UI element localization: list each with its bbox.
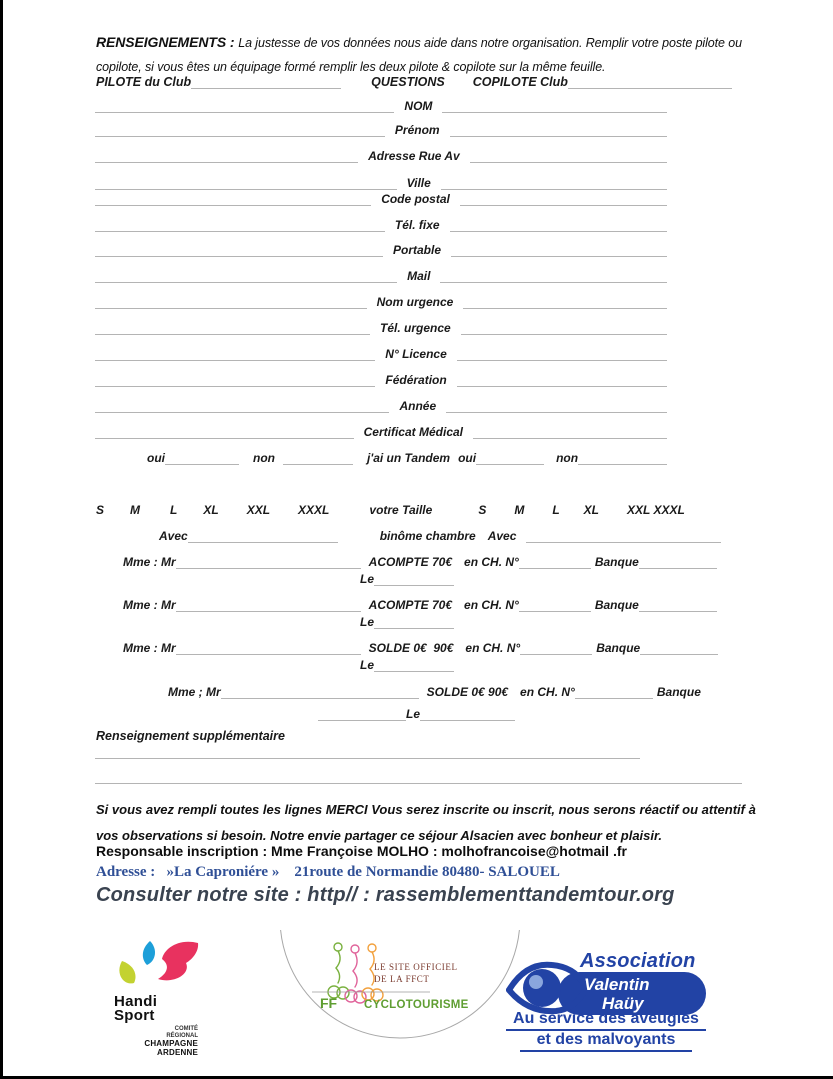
field-row bbox=[95, 373, 667, 387]
avh-tagline1: Au service des aveugles bbox=[506, 1010, 706, 1031]
field-label: Tél. fixe bbox=[394, 218, 440, 232]
field-row bbox=[95, 192, 667, 206]
amount-label: SOLDE 0€ 90€ bbox=[368, 641, 454, 655]
amount-label: ACOMPTE 70€ bbox=[368, 598, 453, 612]
avec-label: Avec bbox=[487, 529, 517, 543]
payment-row bbox=[123, 641, 718, 655]
le-label: Le bbox=[360, 658, 375, 672]
handisport-region-line1: CHAMPAGNE bbox=[144, 1039, 198, 1048]
field-label: Fédération bbox=[385, 373, 447, 387]
ffct-official-line1: LE SITE OFFICIEL bbox=[374, 962, 458, 972]
blank-line bbox=[575, 685, 653, 699]
field-row bbox=[95, 321, 667, 335]
handisport-logo bbox=[112, 940, 212, 1057]
blank-line bbox=[450, 218, 667, 232]
size-label: S bbox=[96, 503, 105, 517]
blank-line bbox=[519, 555, 591, 569]
who-label: Mme : Mr bbox=[123, 555, 176, 569]
field-row bbox=[95, 218, 667, 232]
non-label: non bbox=[556, 451, 579, 465]
blank-line bbox=[95, 783, 742, 784]
blank-line bbox=[95, 176, 397, 190]
blank-line bbox=[188, 529, 338, 543]
le-row bbox=[360, 615, 454, 629]
payment-row bbox=[168, 685, 701, 699]
cheque-label: en CH. N° bbox=[464, 598, 519, 612]
blank-line bbox=[374, 615, 454, 629]
blank-line bbox=[520, 641, 592, 655]
field-row bbox=[95, 243, 667, 257]
blank-line bbox=[95, 373, 375, 387]
blank-line bbox=[95, 758, 640, 759]
non-label: non bbox=[253, 451, 275, 465]
handisport-name-line2: Sport bbox=[114, 1007, 155, 1024]
cheque-label: en CH. N° bbox=[464, 555, 519, 569]
size-label: XL bbox=[583, 503, 600, 517]
field-row bbox=[95, 123, 667, 137]
le-row bbox=[318, 707, 515, 721]
size-label: S bbox=[478, 503, 487, 517]
blank-line bbox=[640, 641, 718, 655]
blank-line bbox=[440, 269, 667, 283]
blank-line bbox=[446, 399, 667, 413]
handisport-committee-line2: RÉGIONAL bbox=[166, 1032, 198, 1039]
blank-line bbox=[450, 123, 667, 137]
le-row bbox=[360, 658, 454, 672]
field-label: Prénom bbox=[394, 123, 440, 137]
who-label: Mme ; Mr bbox=[168, 685, 221, 699]
tandem-row bbox=[95, 451, 667, 465]
avec-label: Avec bbox=[159, 529, 188, 543]
blank-line bbox=[95, 99, 394, 113]
blank-line bbox=[374, 658, 454, 672]
blank-line bbox=[221, 685, 419, 699]
blank-line bbox=[639, 598, 717, 612]
blank-line bbox=[283, 451, 353, 465]
blank-line bbox=[176, 598, 361, 612]
blank-line bbox=[95, 192, 371, 206]
field-row bbox=[95, 176, 667, 190]
blank-line bbox=[420, 707, 515, 721]
merci-line1: Si vous avez rempli toutes les lignes MERCI Vous serez inscrite ou inscrit, nous serons réactif ou attentif à bbox=[96, 802, 756, 817]
ffct-circle-icon bbox=[278, 930, 530, 1042]
blank-line bbox=[318, 707, 406, 721]
le-label: Le bbox=[360, 572, 375, 586]
blank-line bbox=[639, 555, 717, 569]
le-label: Le bbox=[360, 615, 375, 629]
field-label: Certificat Médical bbox=[363, 425, 464, 439]
field-label: Nom urgence bbox=[376, 295, 454, 309]
payment-row bbox=[123, 598, 717, 612]
avh-logo bbox=[506, 952, 706, 1054]
copilote-label: COPILOTE Club bbox=[472, 75, 568, 89]
merci-line2: vos observations si besoin. Notre envie partager ce séjour Alsacien avec bonheur et plaisir. bbox=[96, 828, 662, 843]
ffct-official-line2: DE LA FFCT bbox=[374, 974, 430, 984]
field-label: Code postal bbox=[381, 192, 450, 206]
size-label: XL bbox=[203, 503, 219, 517]
blank-line bbox=[176, 641, 361, 655]
blank-line bbox=[461, 321, 667, 335]
le-label: Le bbox=[406, 707, 421, 721]
field-label: NOM bbox=[404, 99, 433, 113]
payment-row bbox=[123, 555, 717, 569]
ffct-cyclotourisme-label: CYCLOTOURISME bbox=[364, 999, 469, 1011]
blank-line bbox=[476, 451, 544, 465]
blank-line bbox=[95, 321, 370, 335]
handisport-name-line1: Handi bbox=[114, 993, 158, 1010]
ffct-ff-label: FF bbox=[320, 995, 338, 1011]
blank-line bbox=[95, 149, 358, 163]
field-label: N° Licence bbox=[385, 347, 447, 361]
size-label: XXL XXXL bbox=[627, 503, 685, 517]
banque-label: Banque bbox=[596, 641, 641, 655]
website-line: Consulter notre site : http// : rassemblementtandemtour.org bbox=[96, 884, 675, 906]
oui-label: oui bbox=[458, 451, 477, 465]
blank-line bbox=[95, 399, 389, 413]
blank-line bbox=[95, 347, 375, 361]
votre-taille-label: votre Taille bbox=[369, 503, 433, 517]
blank-line bbox=[95, 218, 385, 232]
size-row bbox=[96, 503, 685, 517]
avh-hauy-label: Haüy bbox=[602, 994, 644, 1013]
handisport-swoosh-icon bbox=[112, 940, 204, 990]
field-label: Adresse Rue Av bbox=[368, 149, 460, 163]
field-row bbox=[95, 425, 667, 439]
ffct-logo bbox=[278, 930, 530, 1042]
field-row bbox=[95, 269, 667, 283]
handisport-committee-line1: COMITÉ bbox=[174, 1026, 198, 1032]
blank-line bbox=[526, 529, 721, 543]
field-row bbox=[95, 149, 667, 163]
size-label: XXL bbox=[246, 503, 271, 517]
field-row bbox=[95, 399, 667, 413]
blank-line bbox=[95, 269, 397, 283]
blank-line bbox=[457, 347, 667, 361]
intro-line1: La justesse de vos données nous aide dans notre organisation. Remplir votre poste pilote ou bbox=[238, 36, 742, 50]
field-label: Année bbox=[399, 399, 437, 413]
blank-line bbox=[578, 451, 667, 465]
banque-label: Banque bbox=[594, 598, 639, 612]
blank-line bbox=[463, 295, 667, 309]
le-row bbox=[360, 572, 454, 586]
oui-label: oui bbox=[147, 451, 165, 465]
amount-label: SOLDE 0€ 90€ bbox=[426, 685, 509, 699]
field-label: Tél. urgence bbox=[380, 321, 451, 335]
binome-label: binôme chambre bbox=[379, 529, 476, 543]
size-label: XXXL bbox=[298, 503, 330, 517]
responsable-line: Responsable inscription : Mme Françoise MOLHO : molhofrancoise@hotmail .fr bbox=[96, 843, 627, 859]
blank-line bbox=[165, 451, 239, 465]
blank-line bbox=[442, 99, 667, 113]
blank-line bbox=[451, 243, 667, 257]
blank-line bbox=[568, 73, 732, 89]
handisport-region-line2: ARDENNE bbox=[157, 1047, 198, 1057]
size-label: M bbox=[130, 503, 141, 517]
banque-label: Banque bbox=[656, 685, 701, 699]
blank-line bbox=[473, 425, 667, 439]
field-row bbox=[95, 99, 667, 113]
blank-line bbox=[470, 149, 667, 163]
blank-line bbox=[95, 243, 383, 257]
blank-line bbox=[95, 295, 367, 309]
blank-line bbox=[374, 572, 454, 586]
avh-association-label: Association bbox=[580, 950, 696, 972]
blank-line bbox=[176, 555, 361, 569]
closing-note bbox=[96, 797, 756, 849]
avh-tagline2: et des malvoyants bbox=[520, 1031, 692, 1052]
banque-label: Banque bbox=[594, 555, 639, 569]
scan-edge-left bbox=[0, 0, 3, 1079]
field-label: Ville bbox=[406, 176, 431, 190]
intro-line2: copilote, si vous êtes un équipage formé remplir les deux pilote & copilote sur la même feuille. bbox=[96, 60, 606, 74]
avh-valentin-label: Valentin bbox=[584, 975, 650, 994]
blank-line bbox=[95, 425, 354, 439]
field-label: Mail bbox=[407, 269, 431, 283]
blank-line bbox=[441, 176, 667, 190]
intro-bold-label: RENSEIGNEMENTS : bbox=[96, 34, 239, 50]
size-label: M bbox=[514, 503, 525, 517]
size-label: L bbox=[170, 503, 178, 517]
cheque-label: en CH. N° bbox=[520, 685, 575, 699]
field-row bbox=[95, 295, 667, 309]
pilote-copilote-header bbox=[96, 74, 732, 89]
blank-line bbox=[460, 192, 667, 206]
blank-line bbox=[519, 598, 591, 612]
tandem-label: j'ai un Tandem bbox=[367, 451, 451, 465]
adresse-line: Adresse : »La Caproniére » 21route de Normandie 80480- SALOUEL bbox=[96, 864, 560, 880]
supplement-label: Renseignement supplémentaire bbox=[96, 729, 285, 743]
pilote-label: PILOTE du Club bbox=[96, 75, 192, 89]
blank-line bbox=[191, 73, 341, 89]
blank-line bbox=[457, 373, 667, 387]
amount-label: ACOMPTE 70€ bbox=[368, 555, 453, 569]
roommate-row bbox=[95, 529, 721, 543]
field-row bbox=[95, 347, 667, 361]
who-label: Mme : Mr bbox=[123, 598, 176, 612]
blank-line bbox=[95, 123, 385, 137]
cheque-label: en CH. N° bbox=[465, 641, 521, 655]
intro-paragraph bbox=[96, 30, 751, 79]
size-label: L bbox=[552, 503, 560, 517]
who-label: Mme : Mr bbox=[123, 641, 176, 655]
questions-label: QUESTIONS bbox=[371, 75, 445, 89]
field-label: Portable bbox=[392, 243, 441, 257]
